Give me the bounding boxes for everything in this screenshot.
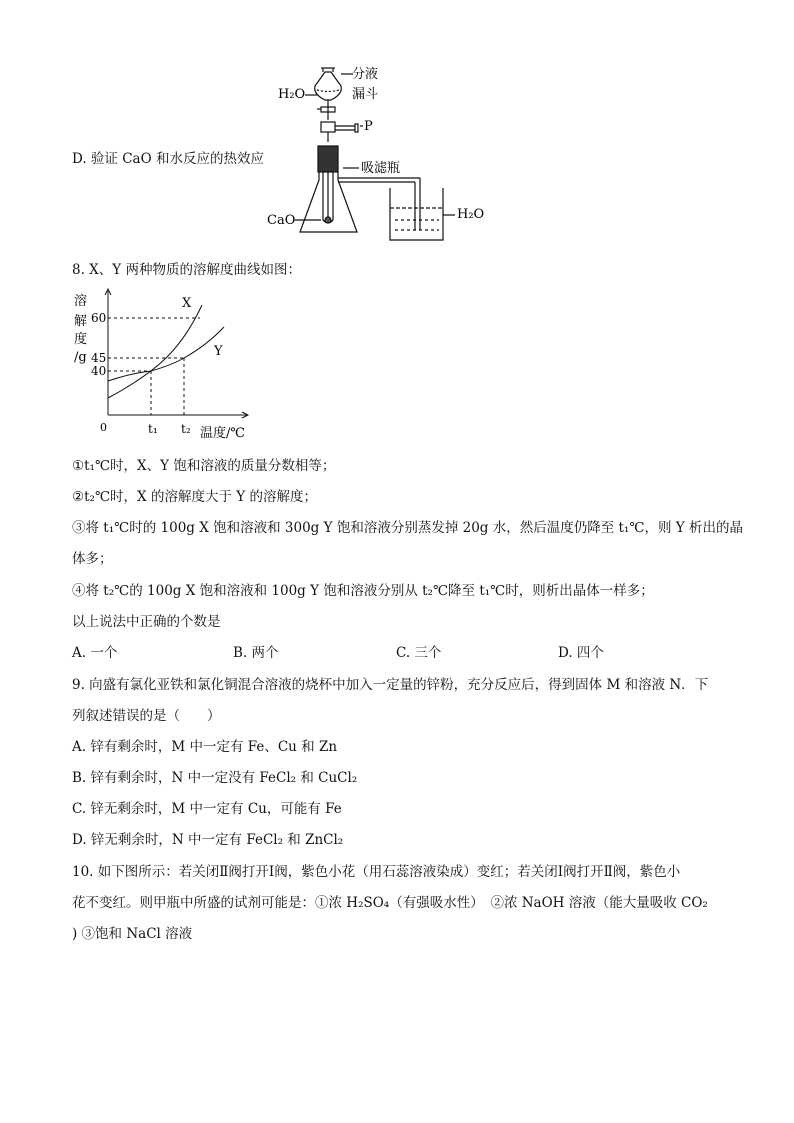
q8-option-c: C. 三个 [396, 645, 442, 661]
tick-60: 60 [91, 311, 107, 325]
solubility-chart [72, 285, 252, 445]
water-top-label: H₂O [278, 87, 306, 102]
tick-t1: t₁ [148, 422, 158, 436]
q8-ask: 以上说法中正确的个数是 [72, 614, 221, 630]
curve-x [108, 305, 202, 398]
funnel-label-2: 漏斗 [352, 87, 379, 102]
water-beaker-label: H₂O [457, 207, 485, 222]
series-y-label: Y [214, 344, 223, 359]
q8-statement-3-cont: 体多； [72, 551, 113, 567]
origin-label: 0 [100, 421, 107, 434]
funnel-body [315, 72, 342, 100]
xlabel: 温度/℃ [200, 426, 245, 441]
q9-option-c: C. 锌无剩余时，M 中一定有 Cu，可能有 Fe [72, 801, 342, 817]
q10-line-1: 10. 如下图所示：若关闭Ⅱ阀打开Ⅰ阀，紫色小花（用石蕊溶液染成）变红；若关闭Ⅰ阀打开Ⅱ阀，紫色小 [72, 864, 681, 880]
tick-t2: t₂ [181, 422, 191, 436]
q9-option-d: D. 锌无剩余时，N 中一定有 FeCl₂ 和 ZnCl₂ [72, 832, 344, 848]
q9-option-b: B. 锌有剩余时，N 中一定没有 FeCl₂ 和 CuCl₂ [72, 770, 358, 786]
q8-statement-3: ③将 t₁℃时的 100g X 饱和溶液和 300g Y 饱和溶液分别蒸发掉 20g 水，然后温度仍降至 t₁℃，则 Y 析出的晶 [72, 520, 743, 536]
tick-45: 45 [91, 351, 107, 365]
flask-label: 吸滤瓶 [361, 161, 401, 176]
series-x-label: X [182, 296, 192, 311]
q8-option-b: B. 两个 [233, 645, 279, 661]
q8-option-d: D. 四个 [558, 645, 604, 661]
curve-y [108, 327, 224, 381]
cao-label: CaO [267, 213, 296, 228]
q8-option-a: A. 一个 [72, 645, 118, 661]
option-d-text: D. 验证 CaO 和水反应的热效应 [72, 151, 264, 167]
apparatus-diagram [255, 60, 515, 245]
ylabel-2: 解 [74, 314, 88, 329]
q8-statement-1: ①t₁℃时，X、Y 饱和溶液的质量分数相等； [72, 458, 336, 474]
q8-statement-4: ④将 t₂℃的 100g X 饱和溶液和 100g Y 饱和溶液分别从 t₂℃降至 t₁℃时，则析出晶体一样多； [72, 583, 654, 599]
ylabel-4: /g [74, 350, 87, 365]
p-label: P [364, 119, 373, 134]
q9-stem-1: 9. 向盛有氯化亚铁和氯化铜混合溶液的烧杯中加入一定量的锌粉，充分反应后，得到固体 M 和溶液 N．下 [72, 677, 709, 693]
ylabel-1: 溶 [74, 294, 88, 309]
funnel-label-1: 分液 [352, 67, 379, 82]
beaker [390, 188, 443, 240]
q9-stem-2: 列叙述错误的是（ ） [72, 708, 221, 724]
q10-line-3: ) ③饱和 NaCl 溶液 [72, 926, 193, 942]
tick-40: 40 [91, 364, 107, 378]
q8-statement-2: ②t₂℃时，X 的溶解度大于 Y 的溶解度； [72, 489, 317, 505]
q8-stem: 8. X、Y 两种物质的溶解度曲线如图： [72, 262, 301, 278]
q10-line-2: 花不变红。则甲瓶中所盛的试剂可能是：①浓 H₂SO₄（有强吸水性） ②浓 NaOH 溶液（能大量吸收 CO₂ [72, 895, 708, 911]
ylabel-3: 度 [74, 332, 88, 347]
q9-option-a: A. 锌有剩余时，M 中一定有 Fe、Cu 和 Zn [72, 739, 338, 755]
